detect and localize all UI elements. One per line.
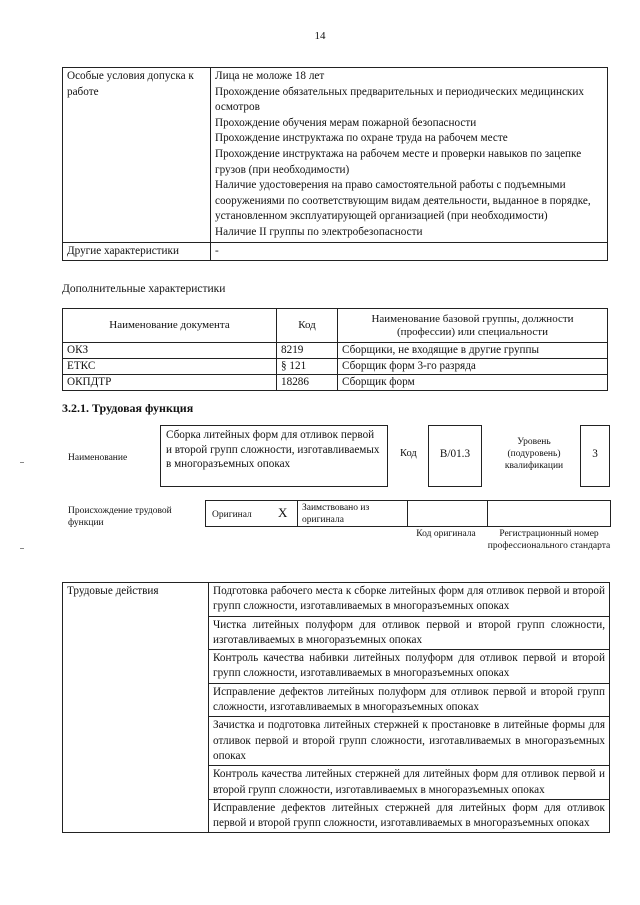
cell-name: Сборщики, не входящие в другие группы (338, 343, 608, 359)
additional-table (62, 308, 608, 391)
action-item: Чистка литейных полуформ для отливок первой и второй групп сложности, изготавливаемых в многоразъемных опоках (209, 616, 610, 650)
condition-item: Прохождение инструктажа на рабочем месте и проверки навыков по зацепке грузов (при необходимости) (215, 147, 582, 176)
borrowed-label: Заимствовано из оригинала (302, 503, 370, 525)
conditions-label: Особые условия допуска к работе (63, 68, 211, 243)
page-number: 14 (314, 30, 326, 42)
origin-box (205, 500, 611, 527)
cell-doc: ЕТКС (63, 359, 277, 375)
level-box: 3 (580, 425, 610, 487)
table-row (63, 375, 608, 391)
cell-code: § 121 (277, 359, 338, 375)
function-heading: 3.2.1. Трудовая функция (62, 401, 194, 415)
reg-number-label: Регистрационный номер профессионального стандарта (487, 529, 611, 551)
function-name-box: Сборка литейных форм для отливок первой и второй групп сложности, изготавливаемых в многоразъемных опоках (160, 425, 388, 487)
condition-item: Лица не моложе 18 лет (215, 70, 325, 82)
original-label: Оригинал (212, 510, 252, 520)
function-code-box: B/01.3 (428, 425, 482, 487)
col-header-name: Наименование базовой группы, должности (профессии) или специальности (338, 309, 608, 343)
condition-item: Прохождение инструктажа по охране труда на рабочем месте (215, 132, 508, 145)
orig-code-label: Код оригинала (416, 529, 476, 539)
cell-name: Сборщик форм (338, 375, 608, 391)
table-row (63, 343, 608, 359)
actions-label: Трудовые действия (63, 583, 209, 833)
code-label: Код (400, 448, 417, 459)
action-item: Контроль качества набивки литейных полуформ для отливок первой и второй групп сложности, изготавливаемых в многоразъемных опоках (209, 650, 610, 684)
action-item: Контроль качества литейных стержней для литейных форм для отливок первой и второй групп сложности, изготавливаемых в многоразъемных опоках (209, 766, 610, 800)
cell-doc: ОКЗ (63, 343, 277, 359)
original-mark: X (278, 505, 288, 520)
level-label: Уровень (подуровень) квалификации (504, 437, 564, 471)
action-item: Подготовка рабочего места к сборке литейных форм для отливок первой и второй групп сложности, изготавливаемых в многоразъемных опоках (209, 583, 610, 617)
origin-label: Происхождение трудовой функции (68, 506, 172, 528)
table-row (63, 359, 608, 375)
condition-item: Прохождение обучения мерам пожарной безопасности (215, 116, 477, 129)
action-item: Исправление дефектов литейных стержней для литейных форм для отливок первой и второй групп сложности, изготавливаемых в многоразъемных опоках (209, 799, 610, 833)
other-value: - (211, 242, 608, 261)
cell-doc: ОКПДТР (63, 375, 277, 391)
action-item: Исправление дефектов литейных полуформ для отливок первой и второй групп сложности, изготавливаемых в многоразъемных опоках (209, 683, 610, 717)
condition-item: Наличие удостоверения на право самостоятельной работы с подъемными сооружениями по соответствующим видам деятельности, выданное в порядке, установленном эксплуатирующей организацией (при необходимости) (215, 179, 591, 223)
cell-name: Сборщик форм 3-го разряда (338, 359, 608, 375)
other-label: Другие характеристики (63, 242, 211, 261)
name-label: Наименование (68, 453, 128, 463)
col-header-doc: Наименование документа (63, 309, 277, 343)
col-header-code: Код (277, 309, 338, 343)
action-item: Зачистка и подготовка литейных стержней к простановке в литейные формы для отливок первой и второй групп сложности, изготавливаемых в многоразъемных опоках (209, 717, 610, 766)
conditions-list (211, 68, 608, 243)
additional-title: Дополнительные характеристики (62, 283, 226, 295)
condition-item: Прохождение обязательных предварительных и периодических медицинских осмотров (215, 85, 584, 114)
labor-actions-table (62, 582, 610, 833)
condition-item: Наличие II группы по электробезопасности (215, 225, 423, 238)
cell-code: 18286 (277, 375, 338, 391)
table-row (63, 583, 610, 617)
admission-conditions-table (62, 67, 608, 261)
cell-code: 8219 (277, 343, 338, 359)
